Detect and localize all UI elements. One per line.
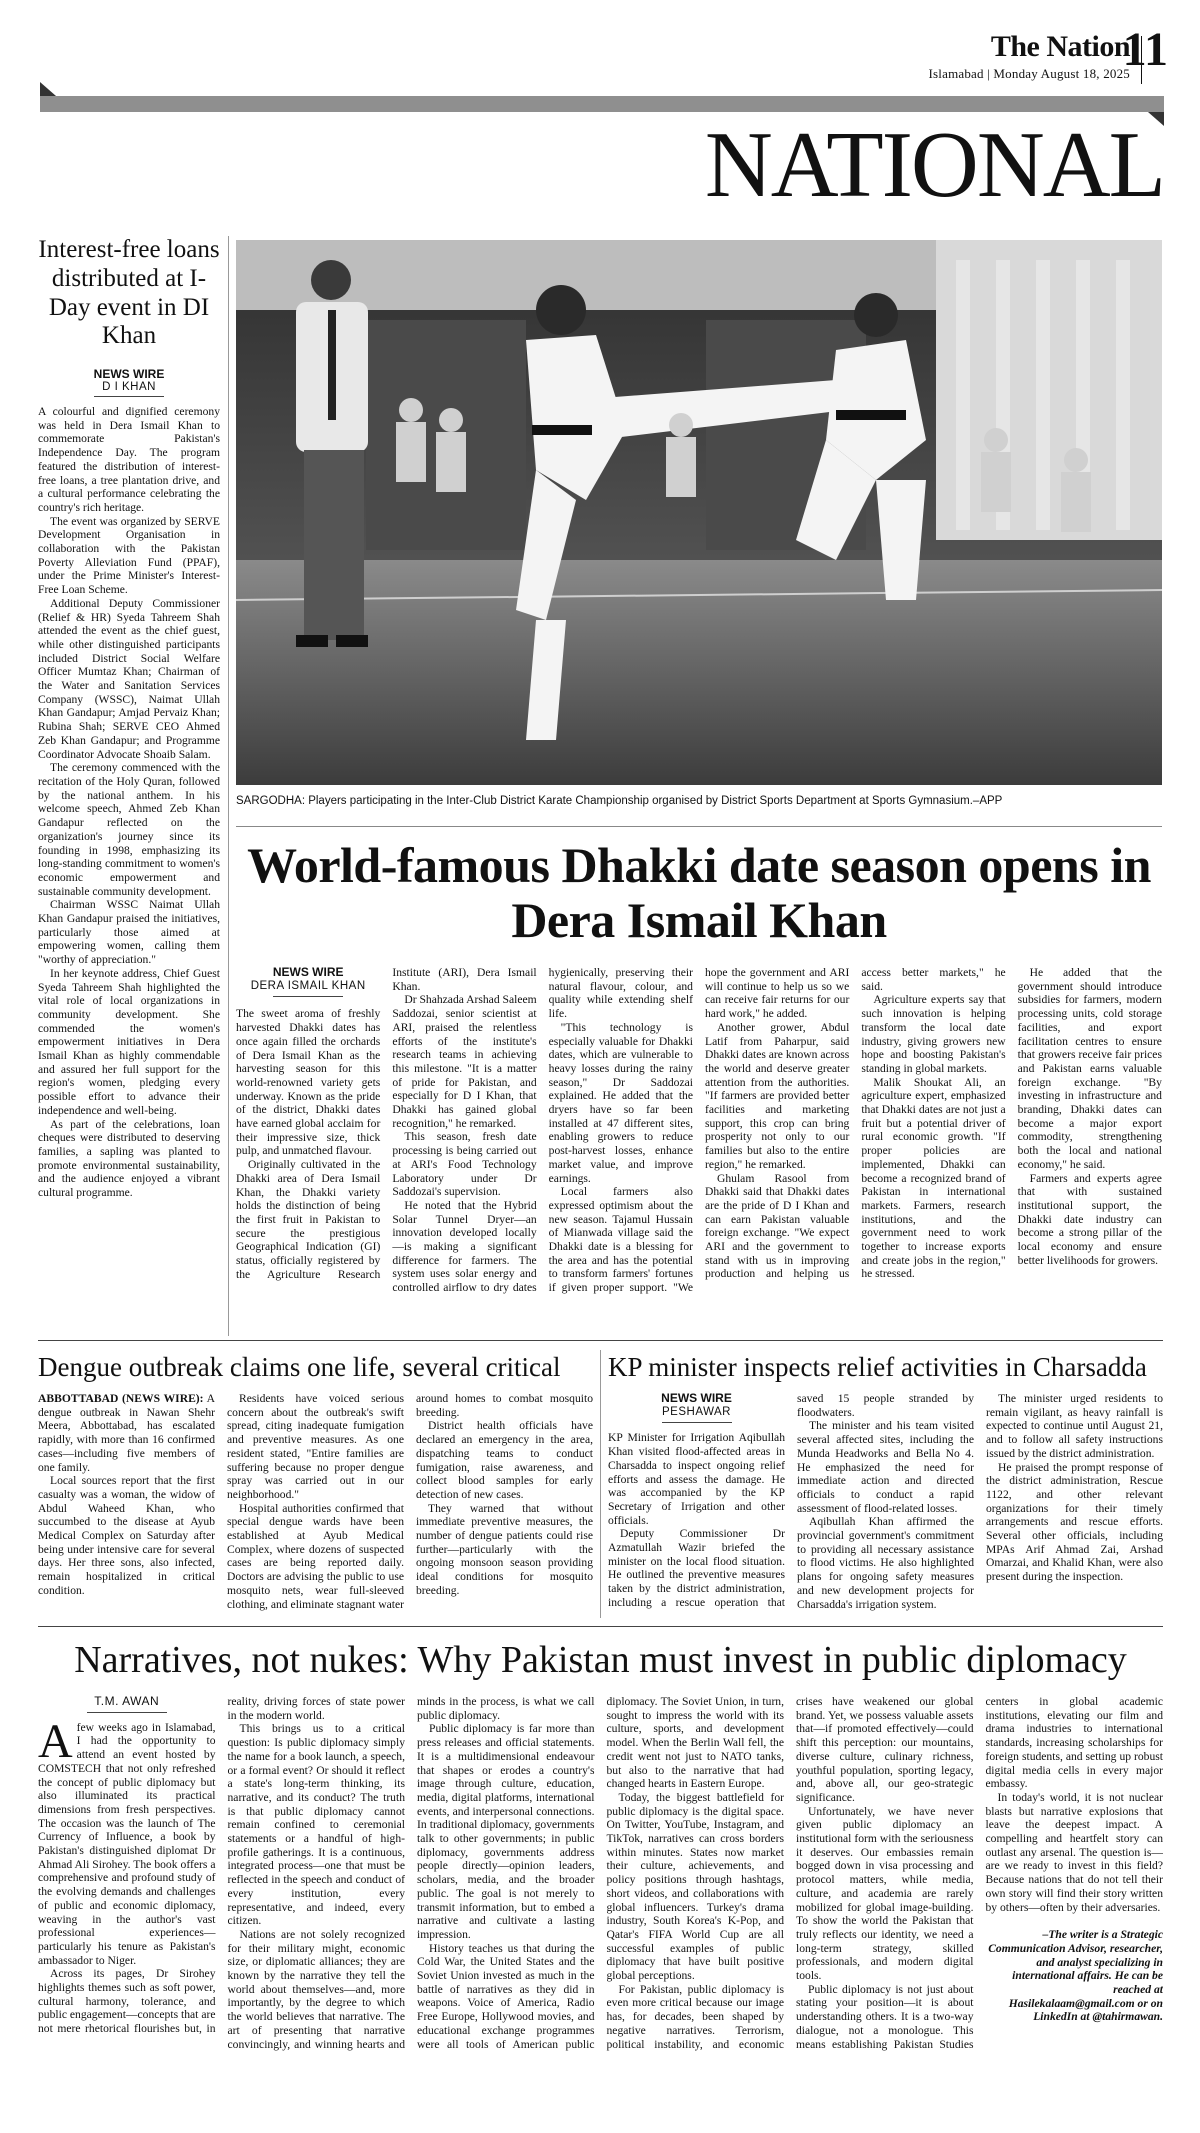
page-number: 11 [1122, 23, 1168, 76]
paragraph: Deputy Commissioner Dr Azmatullah Wazir briefed the minister on the local flood situation. He outlined the preventive measures taken by the district administration, including a rescue operation that saved 15 people stranded by floodwaters. [608, 1392, 974, 1609]
byline-wire: NEWS WIRE [93, 367, 165, 381]
paragraph: A colourful and dignified ceremony was held in Dera Ismail Khan to commemorate Pakistan's Independence Day. The program featured the distribution of interest-free loans, a tree plantation drive, and a cultural performance celebrating the country's rich heritage. [38, 405, 220, 514]
newspaper-name: The Nation [990, 30, 1130, 63]
byline-rule [662, 1422, 732, 1423]
paragraph: Unfortunately, we have never given public diplomacy an institutional form with the seriousness it deserves. Our embassies remain bogged down in visa processing and protocol matters, while media, culture, and academia are rarely mobilized for global image-building. To show the world the Pakistan that truly reflects our identity, we need a long-term strategy, skilled professionals, and modern digital tools. [796, 1804, 974, 1983]
paragraph: Another grower, Abdul Latif from Paharpur, said Dhakki dates are known across the world and deserve greater attention from the authorities. "If farmers are provided better facilities and marketing support, this crop can bring prosperity not only to our families but also to the entire region," he remarked. [704, 1020, 850, 1171]
dhakki-body [236, 966, 1162, 1324]
byline-wire: NEWS WIRE [661, 1392, 732, 1405]
paragraph: Chairman WSSC Naimat Ullah Khan Gandapur praised the initiatives, particularly those aimed at empowering women, calling them "worthy of appreciation." [38, 898, 220, 967]
author-byline [38, 1695, 216, 1713]
byline-location: DERA ISMAIL KHAN [250, 979, 366, 992]
paragraph: In today's world, it is not nuclear blasts but narrative explosions that leave the deepest impact. A compelling and heartfelt story can outlast any arsenal. The question is—are we ready to invest in this field? Because nations that do not tell their own story will find their story written by others—often by their adversaries. [985, 1790, 1163, 1914]
dengue-dateline: ABBOTTABAD (NEWS WIRE): [38, 1392, 204, 1405]
rule-above-dhakki [236, 826, 1162, 827]
paragraph: Public diplomacy is not just about stating your position—it is about understanding others. It is a two-way dialogue, not a monologue. This means establishing Pakistan Studies centers in global academic institutions, elevating our film and drama industries to international standards, increasing scholarships for foreign students, and setting up robust digital media cells in every major embassy. [796, 1695, 1163, 2051]
paragraph: Public diplomacy is far more than press releases and official statements. It is a multidimensional endeavour that shapes or erodes a country's image through culture, education, media, digital platforms, international events, and interpersonal connections. In traditional diplomacy, governments talk to other governments; in public diplomacy, governments address people directly—opinion leaders, scholars, media, and the broader public. The goal is not merely to transmit information, but to embed a narrative and cultivate a lasting impression. [417, 1722, 595, 1941]
paragraph: The minister and his team visited several affected sites, including the Munda Headworks and Bella No 4. He emphasized the need for immediate action and directed officials to conduct a rapid assessment of flood-related losses. [797, 1419, 974, 1515]
date-line: Islamabad | Monday August 18, 2025 [928, 66, 1130, 81]
author-name: T.M. AWAN [94, 1695, 160, 1708]
paragraph: In her keynote address, Chief Guest Syeda Tahreem Shah highlighted the vital role of local organizations in community development. She commended the women's empowerment initiatives in Dera Ismail Khan as highly commendable and assured her full support for the region's women, pledging every possible effort to advance their independence and well-being. [38, 966, 220, 1117]
paragraph: He added that the government should introduce subsidies for farmers, modern processing units, cold storage facilities, and export facilitation centres to ensure that growers receive fair prices and Pakistan earns valuable foreign exchange. "By investing in infrastructure and branding, Dhakki dates can become a major export commodity, strengthening both the local and national economy," he said. [1017, 966, 1162, 1171]
paragraph: They warned that without immediate preventive measures, the number of dengue patients could rise further—particularly with the ongoing monsoon season providing ideal conditions for mosquito breeding. [416, 1501, 593, 1597]
kp-headline: KP minister inspects relief activities in Charsadda [608, 1352, 1147, 1382]
paragraph: Ghulam Rasool from Dhakki said that Dhakki dates are the pride of D I Khan and can earn Pakistan valuable foreign exchange. "We expect ARI and the government to stand with us in improving production and helping us access better markets," he said. [704, 966, 1006, 1281]
section-title: NATIONAL [704, 113, 1164, 217]
column-divider [600, 1350, 601, 1618]
idy-byline [38, 367, 220, 397]
dhakki-headline: World-famous Dhakki date season opens in Dera Ismail Khan [247, 837, 1151, 948]
paragraph: Hospital authorities confirmed that special dengue wards have been established at Ayub Medical Complex, where dozens of suspected cases are being reported daily. Doctors are advising the public to use mosquito nets, wear full-sleeved clothing, and eliminate stagnant water around homes to combat mosquito breeding. [227, 1392, 593, 1611]
paragraph: KP Minister for Irrigation Aqibullah Khan visited flood-affected areas in Charsadda to inspect ongoing relief efforts and assess the damage. He was accompanied by the KP Secretary of Irrigation and other officials. [608, 1431, 785, 1527]
paragraph: Across its pages, Dr Sirohey highlights themes such as soft power, cultural harmony, tolerance, and public engagement—concepts that are not mere rhetorical flourishes but, in reality, driving forces of state power in the modern world. [38, 1695, 405, 2036]
idy-headline: Interest-free loans distributed at I-Day event in DI Khan [38, 236, 220, 350]
narratives-headline: Narratives, not nukes: Why Pakistan must invest in public diplomacy [74, 1639, 1127, 1681]
paragraph: The event was organized by SERVE Development Organisation in collaboration with the Pakistan Poverty Alleviation Fund (PPAF), under the Prime Minister's Interest-Free Loan Scheme. [38, 514, 220, 597]
paragraph-text: A dengue outbreak in Nawan Shehr Meera, Abbottabad, has escalated rapidly, with more than 16 confirmed cases—including five members of one family. [38, 1392, 216, 1474]
rule-above-dengue [38, 1340, 1163, 1341]
paragraph: For Pakistan, public diplomacy is even more critical because our image has, for decades, been shaped by negative narratives. Terrorism, political instability, and economic crises have weakened our global brand. Yet, we possess valuable assets that—if promoted effectively—could shift this perception: our mountains, diverse culture, culinary richness, youthful population, sporting legacy, and, above all, our geo-strategic significance. [606, 1695, 974, 2051]
paragraph: Malik Shoukat Ali, an agriculture expert, emphasized that Dhakki dates are not just a fruit but a potential driver of rural economic growth. "If proper policies are implemented, Dhakki can become a recognized brand of Pakistan in international markets. Farmers, research institutions, and the government need to work together to increase exports and create jobs in the region," he stressed. [861, 1075, 1006, 1281]
paragraph: Local farmers also expressed optimism about the new season. Tajamul Hussain of Mianwada village said the Dhakki date is a blessing for the area and has the potential to transform farmers' fortunes if given proper support. "We hope the government and ARI will continue to help us so we can receive fair returns for our hard work," he added. [548, 966, 850, 1295]
paragraph: Dr Shahzada Arshad Saleem Saddozai, senior scientist at ARI, praised the relentless efforts of the institute's research teams in achieving this milestone. "It is a matter of pride for Pakistan, and especially for D I Khan, that Dhakki has gained global recognition," he remarked. [392, 993, 537, 1130]
paragraph [38, 1392, 215, 1474]
byline-location: PESHAWAR [662, 1405, 731, 1418]
dhakki-byline [236, 966, 380, 997]
rule-above-narratives [38, 1626, 1163, 1627]
dengue-headline: Dengue outbreak claims one life, several critical [38, 1352, 561, 1382]
byline-rule [94, 396, 164, 397]
paragraph: This brings us to a critical question: Is public diplomacy simply the name for a book launch, a speech, or a formal event? Or should it reflect a state's long-term thinking, its narrative, and its conduct? The truth is that public diplomacy cannot remain confined to ceremonial statements or a handful of high-profile gatherings. It is a continuous, integrated process—one that must be reflected in the speech and conduct of every institution, every representative, and indeed, every citizen. [227, 1722, 405, 1928]
section-bar [40, 96, 1164, 112]
kp-body [608, 1392, 1163, 1618]
byline-location: D I KHAN [102, 381, 156, 393]
paragraph: Farmers and experts agree that with sustained institutional support, the Dhakki date industry can become a strong pillar of the local economy and ensure better livelihoods for growers. [1017, 1171, 1162, 1267]
idy-story [38, 236, 220, 1350]
paragraph: As part of the celebrations, loan cheques were distributed to deserving families, a sapling was planted to promote environmental sustainability, and the audience enjoyed a vibrant cultural programme. [38, 1117, 220, 1200]
paragraph: This season, fresh date processing is being carried out at ARI's Food Technology Laboratory under Dr Saddozai's supervision. [392, 1130, 537, 1199]
photo-caption: SARGODHA: Players participating in the Inter-Club District Karate Championship organised by District Sports Department at Sports Gymnasium.–APP [236, 795, 1003, 807]
kp-byline [608, 1392, 785, 1423]
paragraph: Additional Deputy Commissioner (Relief & HR) Syeda Tahreem Shah attended the event as the chief guest, while other distinguished participants included District Social Welfare Officer Mumtaz Khan; Chairman of the Water and Sanitation Services Company (WSSC), Naimat Ullah Khan Gandapur; Amjad Pervaiz Khan; Rubina Shah; SERVE CEO Ahmed Zeb Khan Gandapur; and Programme Coordinator Advocate Shoaib Salam. [38, 596, 220, 761]
byline-rule [87, 1712, 167, 1713]
paragraph [38, 1714, 216, 1968]
paragraph: "This technology is especially valuable for Dhakki dates, which are vulnerable to heavy losses during the rainy season," Dr Saddozai explained. He added that the dryers have so far been installed at 47 different sites, enabling growers to reduce post-harvest losses, enhance market value, and improve earnings. [548, 1020, 693, 1185]
column-divider [228, 236, 229, 1336]
paragraph: The ceremony commenced with the recitation of the Holy Quran, followed by the national anthem. In his welcome speech, Ahmed Zeb Khan Gandapur reflected on the organization's journey since its founding in 1998, emphasizing its long-standing commitment to women's economic empowerment and sustainable community development. [38, 761, 220, 898]
author-note: –The writer is a Strategic Communication Advisor, researcher, and analyst specializing in international affairs. He can be reached at Hasilekalaam@gmail.com or on LinkedIn at @tahirmawan. [988, 1928, 1163, 2024]
paragraph: The minister urged residents to remain vigilant, as heavy rainfall is expected to continue until August 21, and to follow all safety instructions issued by the district administration. [986, 1392, 1163, 1460]
paragraph: District health officials have declared an emergency in the area, dispatching teams to conduct fumigation, raise awareness, and collect blood samples for early detection of new cases. [416, 1419, 593, 1501]
karate-photo [236, 240, 1162, 785]
bar-corner-left [40, 82, 56, 96]
idy-body [38, 405, 220, 1200]
paragraph: Agriculture experts say that such innovation is helping transform the local date industry, giving growers new hope and boosting Pakistan's standing in global markets. [861, 993, 1006, 1075]
byline-rule [273, 996, 343, 997]
paragraph: He noted that the Hybrid Solar Tunnel Dryer—an innovation developed locally—is making a significant difference for farmers. The system uses solar energy and controlled airflow to dry dates hygienically, preserving their natural flavour, colour, and quality while extending shelf life. [392, 966, 693, 1295]
paragraph: Residents have voiced serious concern about the outbreak's swift spread, citing inadequate fumigation and preventive measures. As one resident stated, "Entire families are suffering because no proper dengue spray was carried out in our neighborhood." [227, 1392, 404, 1501]
masthead [0, 0, 1200, 217]
narratives-body [38, 1695, 1163, 2120]
drop-cap: A [38, 1714, 73, 1768]
paragraph: Originally cultivated in the Dhakki area of Dera Ismail Khan, the Dhakki variety holds the distinction of being the first fruit in Pakistan to secure the prestigious Geographical Indication (GI) status, officially registered by the Agriculture Research Institute (ARI), Dera Ismail Khan. [236, 966, 537, 1281]
karate-photo-illustration [236, 240, 1162, 785]
paragraph: He praised the prompt response of the district administration, Rescue 1122, and other relevant organizations for their timely arrangements and rescue efforts. Several other officials, including MPAs Arif Ahmad Zai, Arshad Omarzai, and Khalid Khan, were also present during the inspection. [986, 1460, 1163, 1584]
paragraph: History teaches us that during the Cold War, the United States and the Soviet Union invested as much in the battle of narratives as they did in weapons. Voice of America, Radio Free Europe, Hollywood movies, and educational exchange programmes were all tools of American public diplomacy. The Soviet Union, in turn, sought to impress the world with its culture, sports, and development model. When the Berlin Wall fell, the credit went not just to NATO tanks, but also to the narrative that had changed hearts in Eastern Europe. [417, 1695, 784, 2051]
byline-wire: NEWS WIRE [272, 966, 344, 979]
paragraph: The sweet aroma of freshly harvested Dhakki dates has once again filled the orchards of Dera Ismail Khan as the harvesting season for this world-renowned variety gets underway. Known as the pride of the district, Dhakki dates have earned global acclaim for their impressive size, thick pulp, and unmatched flavour. [236, 1007, 381, 1158]
paragraph: Today, the biggest battlefield for public diplomacy is the digital space. On Twitter, YouTube, Instagram, and TikTok, narratives can cross borders within minutes. States now market their culture, achievements, and policy positions through hashtags, short videos, and collaborations with global influencers. Turkey's drama industry, South Korea's K-Pop, and Qatar's FIFA World Cup are all successful examples of public diplomacy that have built positive global perceptions. [606, 1790, 784, 1983]
paragraph: Nations are not solely recognized for their military might, economic size, or diplomatic alliances; they are known by the narrative they tell the world about themselves—and, more importantly, by the degree to which the world believes that narrative. The art of presenting that narrative convincingly, and winning hearts and minds in the process, is what we call public diplomacy. [227, 1695, 595, 2051]
dengue-body [38, 1392, 593, 1612]
paragraph: Local sources report that the first casualty was a woman, the widow of Abdul Waheed Khan, who succumbed to the disease at Ayub Medical Complex on Saturday after being under intensive care for several days. Her three sons, also infected, remain hospitalized in critical condition. [38, 1474, 215, 1597]
paragraph: Aqibullah Khan affirmed the provincial government's commitment to providing all necessary assistance to flood victims. He also highlighted plans for ongoing safety measures and new development projects for Charsadda's irrigation system. [797, 1515, 974, 1611]
paragraph-text: few weeks ago in Islamabad, I had the opportunity to attend an event hosted by COMSTECH that not only refreshed the concept of public diplomacy but also illuminated its practical dimensions from fresh perspectives. The occasion was the launch of The Currency of Influence, a book by Pakistan's distinguished diplomat Dr Ahmad Ali Sirohey. The book offers a comprehensive and profound study of the evolving demands and challenges of public and economic diplomacy, weaving in the author's vast professional experiences—particularly his tenure as Pakistan's ambassador to Niger. [38, 1720, 216, 1967]
